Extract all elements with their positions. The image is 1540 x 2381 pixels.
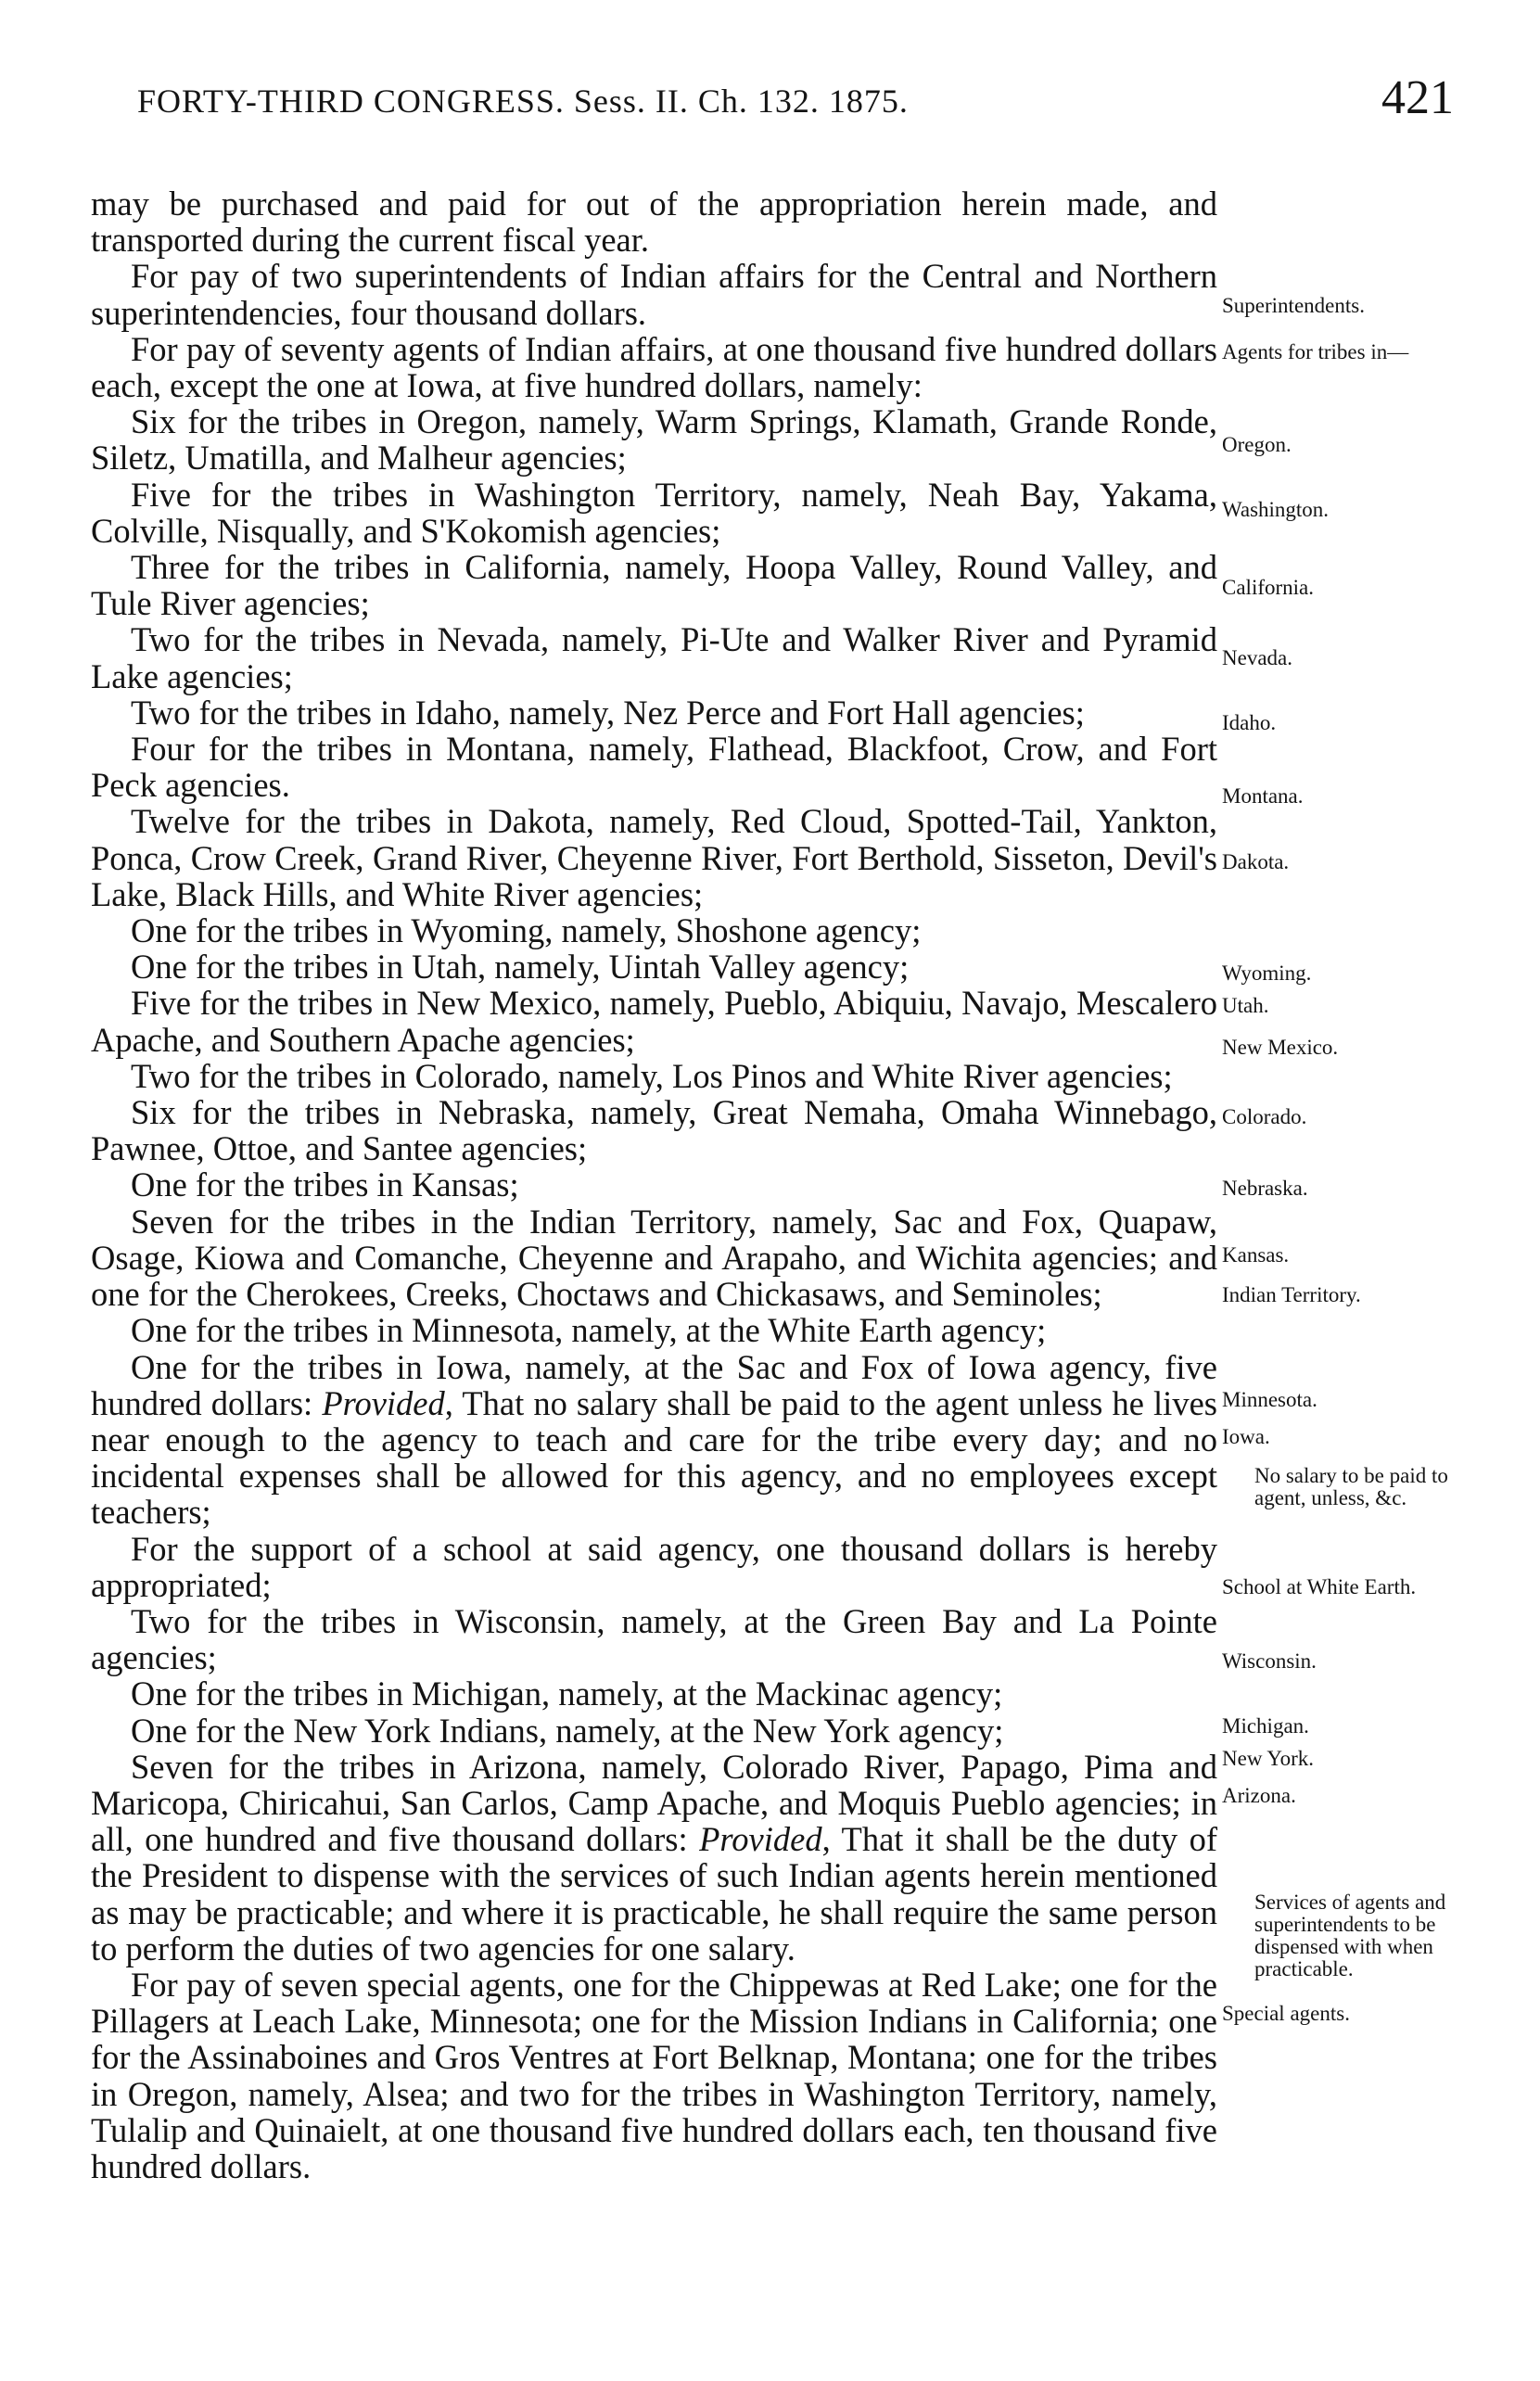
page-number: 421 — [1381, 71, 1454, 124]
paragraph: One for the tribes in Wyoming, namely, Shoshone agency; — [131, 911, 922, 950]
paragraph: Two for the tribes in Wisconsin, namely, at the Green Bay and La Pointe agencies; — [91, 1601, 1217, 1677]
paragraph: Seven for the tribes in Arizona, namely, Colorado River, Papago, Pima and Maricopa, Chiricahui, San Carlos, Camp Apache, and Moquis Pueblo agencies; in all, one hundred and five thousand dollars: Provided, That it shall be the duty of the President to dispense with the services of such Indian agents herein mentioned as may be practicable; and where it is practicable, he shall require the same person to perform the duties of two agencies for one salary. — [91, 1747, 1217, 1967]
margin-note: Montana. — [1222, 784, 1304, 808]
margin-note: Minnesota. — [1222, 1388, 1317, 1411]
margin-note: Superintendents. — [1222, 294, 1365, 317]
paragraph: One for the tribes in Michigan, namely, at the Mackinac agency; — [131, 1674, 1003, 1713]
paragraph: One for the tribes in Kansas; — [131, 1165, 519, 1204]
paragraph: Two for the tribes in Colorado, namely, Los Pinos and White River agencies; — [131, 1056, 1173, 1095]
margin-note: California. — [1222, 576, 1314, 599]
margin-note: Kansas. — [1222, 1243, 1290, 1267]
paragraph: Six for the tribes in Oregon, namely, Warm Springs, Klamath, Grande Ronde, Siletz, Umatilla, and Malheur agencies; — [91, 402, 1217, 477]
margin-note: No salary to be paid to agent, unless, &c. — [1254, 1464, 1448, 1509]
margin-note: Arizona. — [1222, 1784, 1296, 1807]
margin-note: Colorado. — [1222, 1105, 1307, 1128]
paragraph: For pay of two superintendents of Indian affairs for the Central and Northern superintendencies, four thousand dollars. — [91, 257, 1217, 332]
margin-note: Idaho. — [1222, 711, 1277, 734]
running-head: FORTY-THIRD CONGRESS. Sess. II. Ch. 132. 1875. — [137, 83, 909, 120]
paragraph: Two for the tribes in Idaho, namely, Nez Perce and Fort Hall agencies; — [131, 693, 1085, 732]
margin-note: New York. — [1222, 1747, 1315, 1770]
paragraph: For the support of a school at said agency, one thousand dollars is hereby appropriated; — [91, 1529, 1217, 1604]
margin-note: Special agents. — [1222, 2002, 1350, 2025]
margin-note: Iowa. — [1222, 1425, 1270, 1448]
paragraph: Four for the tribes in Montana, namely, Flathead, Blackfoot, Crow, and Fort Peck agencies. — [91, 730, 1217, 805]
margin-note: Dakota. — [1222, 850, 1290, 873]
paragraph: One for the New York Indians, namely, at the New York agency; — [131, 1711, 1004, 1750]
statute-text — [91, 185, 1217, 2184]
margin-note: Services of agents and superintendents to be dispensed with when practicable. — [1254, 1891, 1446, 1980]
paragraph: One for the tribes in Utah, namely, Uintah Valley agency; — [131, 948, 910, 987]
margin-note: Nevada. — [1222, 646, 1292, 669]
paragraph: Five for the tribes in Washington Territory, namely, Neah Bay, Yakama, Colville, Nisqually, and S'Kokomish agencies; — [91, 475, 1217, 550]
paragraph: For pay of seventy agents of Indian affairs, at one thousand five hundred dollars each, except the one at Iowa, at five hundred dollars, namely: — [91, 329, 1217, 405]
paragraph: For pay of seven special agents, one for the Chippewas at Red Lake; one for the Pillagers at Leach Lake, Minnesota; one for the Mission Indians in California; one for the Assinaboines and Gros Ventres at Fort Belknap, Montana; one for the tribes in Oregon, namely, Alsea; and two for the tribes in Washington Territory, namely, Tulalip and Quinaielt, at one thousand five hundred dollars each, ten thousand five hundred dollars. — [91, 1965, 1217, 2185]
paragraph: Five for the tribes in New Mexico, namely, Pueblo, Abiquiu, Navajo, Mescalero Apache, and Southern Apache agencies; — [91, 984, 1217, 1059]
margin-note: Wisconsin. — [1222, 1649, 1317, 1673]
margin-note: Wyoming. — [1222, 961, 1312, 985]
margin-note: Washington. — [1222, 498, 1330, 521]
paragraph: Six for the tribes in Nebraska, namely, Great Nemaha, Omaha Winnebago, Pawnee, Ottoe, and Santee agencies; — [91, 1093, 1217, 1168]
paragraph: Two for the tribes in Nevada, namely, Pi-Ute and Walker River and Pyramid Lake agencies; — [91, 620, 1217, 695]
margin-note: Nebraska. — [1222, 1177, 1308, 1200]
paragraph: Seven for the tribes in the Indian Territory, namely, Sac and Fox, Quapaw, Osage, Kiowa and Comanche, Cheyenne and Arapaho, and Wichita agencies; and one for the Cherokees, Creeks, Choctaws and Chickasaws, and Seminoles; — [91, 1202, 1217, 1314]
page-header — [137, 71, 1454, 137]
margin-note: New Mexico. — [1222, 1036, 1339, 1059]
margin-note: Agents for tribes in— — [1222, 340, 1409, 363]
margin-note: School at White Earth. — [1222, 1575, 1417, 1598]
margin-note: Indian Territory. — [1222, 1283, 1361, 1306]
paragraph: may be purchased and paid for out of the appropriation herein made, and transported during the current fiscal year. — [91, 185, 1217, 260]
paragraph: Three for the tribes in California, namely, Hoopa Valley, Round Valley, and Tule River agencies; — [91, 548, 1217, 623]
paragraph: Twelve for the tribes in Dakota, namely, Red Cloud, Spotted-Tail, Yankton, Ponca, Crow Creek, Grand River, Cheyenne River, Fort Berthold, Sisseton, Devil's Lake, Black Hills, and White River agencies; — [91, 802, 1217, 913]
paragraph: One for the tribes in Minnesota, namely, at the White Earth agency; — [131, 1311, 1047, 1350]
margin-note: Utah. — [1222, 994, 1269, 1017]
margin-note: Oregon. — [1222, 433, 1292, 456]
margin-note: Michigan. — [1222, 1714, 1309, 1738]
paragraph: One for the tribes in Iowa, namely, at the Sac and Fox of Iowa agency, five hundred dollars: Provided, That no salary shall be paid to the agent unless he lives near enough to the agency to teach and care for the tribe every day; and no incidental expenses shall be allowed for this agency, and no employees except teachers; — [91, 1347, 1217, 1532]
